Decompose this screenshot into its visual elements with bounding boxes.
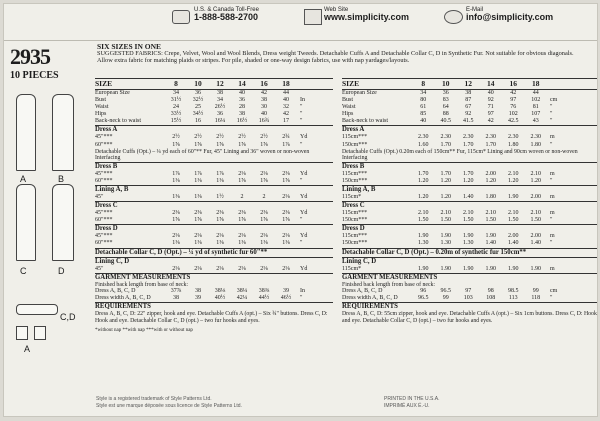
phone-region: U.S. & Canada Toll-Free: [194, 7, 259, 13]
table-row: 45" 2⅛ 2⅛ 2⅛ 2⅛ 2⅛ 2⅛ Yd: [95, 265, 308, 272]
email-label: E-Mail: [466, 7, 484, 13]
table-row: Bust 31½ 32½ 34 36 38 40 In: [95, 97, 305, 104]
section-title: Dress C: [342, 202, 365, 210]
phone-block: [194, 7, 259, 21]
section-title: Lining A, B: [342, 186, 376, 194]
dress-c-drawing: [16, 184, 36, 261]
table-row: 115cm*** 2.10 2.10 2.10 2.10 2.10 2.10 m: [342, 210, 555, 217]
table-row: 115cm*** 1.70 1.70 1.70 2.00 2.10 2.10 m: [342, 170, 555, 177]
garment-note: Finished back length from base of neck:: [95, 281, 189, 288]
web-label: Web Site: [324, 7, 349, 13]
trademark-en: Style is a registered trademark of Style Patterns Ltd.: [96, 396, 212, 402]
table-row: 60"*** 1⅜ 1⅜ 1⅜ 1⅜ 1⅜ 1⅜ ": [95, 240, 303, 247]
figure-label-b: B: [58, 174, 65, 184]
table-row: Bust 80 83 87 92 97 102 cm: [342, 97, 558, 104]
table-row: 150cm*** 1.20 1.20 1.20 1.20 1.20 1.20 ": [342, 177, 553, 184]
section-title: Lining C, D: [95, 257, 130, 265]
size-header-row: SIZE 8 10 12 14 16 18: [342, 79, 540, 88]
table-row: European Size 34 36 38 40 42 44: [95, 90, 289, 96]
printed-fr: IMPRIMÉ AUX É.-U.: [384, 403, 430, 409]
table-row: Dress A, B, C, D 37⅞ 38 38⅛ 38¼ 38⅜ 39 In: [95, 288, 305, 295]
section-title: Dress B: [95, 162, 118, 170]
figure-label-a: A: [20, 174, 27, 184]
requirements-text: Dress A, B, C, D: 22" zipper, hook and eye. Detachable Cuffs A (opt.) – Six ¾" buttons. Dress C, D: Hook and eye. Detachable Collar C, D (opt.) – two fur hooks and eyes.: [95, 311, 328, 324]
table-row: Hips 85 88 92 97 102 107 ": [342, 111, 553, 118]
table-row: 115cm* 1.90 1.90 1.90 1.90 1.90 1.90 m: [342, 265, 555, 272]
garment-measurements-title: GARMENT MEASUREMENTS: [342, 273, 438, 281]
metric-chart: [342, 78, 597, 325]
table-row: Dress A, B, C, D 96 96.5 97 98 98.5 99 cm: [342, 288, 558, 295]
fur-cuff-right-drawing: [34, 326, 46, 340]
section-title: Dress D: [342, 225, 365, 233]
dress-d-drawing: [52, 184, 74, 261]
suggested-fabrics: SUGGESTED FABRICS: Crepe, Velvet, Wool and Wool Blends, Dress weight Tweeds. Detachable Cuffs A and Detachable Collar C, D in Synthetic Fur. Not suitable for obvious diagonals. Allow extra fabric for matching plaids or stripes. For pile, shaded or one-way design fabrics, use with nap yardages/layouts.: [97, 50, 574, 65]
table-row: 60"*** 1⅝ 1⅝ 1⅝ 1⅝ 1⅝ 1⅞ ": [95, 141, 303, 148]
table-row: European Size 34 36 38 40 42 44: [342, 90, 539, 96]
cuffs-note: Detachable Cuffs (Opt.) – ¼ yd each of 60"** Fur, 45" Lining and 36" woven or non-woven Interfacing: [95, 148, 310, 162]
figure-label-d: D: [58, 266, 65, 276]
fur-collar-drawing: [16, 304, 58, 315]
table-row: Hips 33½ 34½ 36 38 40 42 ": [95, 111, 303, 118]
contact-bar: [4, 4, 597, 41]
table-row: Back-neck to waist 15½ 16 16¼ 16½ 16¾ 17 ": [95, 118, 303, 125]
web-address[interactable]: www.simplicity.com: [324, 12, 410, 22]
table-row: 150cm*** 1.50 1.50 1.50 1.50 1.50 1.50 ": [342, 217, 553, 224]
requirements-title: REQUIREMENTS: [342, 303, 398, 311]
cuffs-note: Detachable Cuffs (Opt.) 0.20m each of 150cm** Fur, 115cm* Lining and 90cm woven or non-woven Interfacing: [342, 148, 578, 162]
table-row: 60"*** 1⅜ 1⅜ 1⅜ 1⅝ 1⅝ 1⅝ ": [95, 177, 303, 184]
table-row: 115cm* 1.20 1.20 1.40 1.80 1.90 2.00 m: [342, 194, 555, 201]
section-title: Lining A, B: [95, 186, 129, 194]
email-address[interactable]: info@simplicity.com: [466, 12, 554, 22]
phone-number: 1-888-588-2700: [194, 12, 259, 22]
table-row: Waist 61 64 67 71 76 81 ": [342, 104, 553, 111]
figure-label-cuffs: A: [24, 344, 31, 354]
section-title: Dress A: [342, 126, 365, 134]
table-row: 45"*** 2⅜ 2⅜ 2⅜ 2⅜ 2⅜ 2⅜ Yd: [95, 210, 308, 217]
size-header-row: SIZE 8 10 12 14 16 18: [95, 79, 290, 88]
requirements-text: Dress A, B, C, D: 55cm zipper, hook and eye. Detachable Cuffs A (opt.) – Six 1cm buttons. Dress C, D: Hook and eye. Detachable Collar C, D (opt.) – two fur hooks and eyes.: [342, 311, 597, 324]
computer-icon: [304, 9, 322, 25]
dress-a-drawing: [16, 94, 36, 171]
collar-note: Detachable Collar C, D (Opt.) – 0.20m of synthetic fur 150cm**: [342, 248, 527, 256]
figure-label-cd: C,D: [60, 312, 76, 322]
table-row: Waist 24 25 26½ 28 30 32 ": [95, 104, 303, 111]
table-row: 45" 1⅜ 1⅜ 1½ 2 2 2⅛ Yd: [95, 194, 308, 201]
sizes-title: SIX SIZES IN ONE: [97, 42, 161, 51]
table-row: 115cm*** 1.90 1.90 1.90 1.90 2.00 2.00 m: [342, 233, 555, 240]
garment-note: Finished back length from base of neck:: [342, 281, 436, 288]
section-title: Lining C, D: [342, 257, 377, 265]
nap-footnote: *without nap **with nap ***with or without nap: [95, 327, 193, 333]
table-row: Dress width A, B, C, D 38 39 40½ 42¼ 44½ 46½ ": [95, 295, 303, 302]
email-block: [466, 7, 553, 21]
pattern-pieces: 10 PIECES: [10, 70, 59, 81]
table-row: 45"*** 2⅛ 2⅛ 2⅛ 2⅛ 2⅛ 2⅛ Yd: [95, 233, 308, 240]
web-block: [324, 7, 409, 21]
table-row: Back-neck to waist 40 40.5 41.5 42 42.5 43 ": [342, 118, 553, 125]
table-row: 45"*** 1⅞ 1⅞ 1⅞ 2⅛ 2⅛ 2⅜ Yd: [95, 170, 308, 177]
table-row: 115cm*** 2.30 2.30 2.30 2.30 2.30 2.30 m: [342, 134, 555, 141]
section-title: Dress B: [342, 162, 365, 170]
collar-note: Detachable Collar C, D (Opt.) – ¼ yd of synthetic fur 60"**: [95, 248, 268, 256]
table-row: 60"*** 1⅝ 1⅝ 1⅝ 1⅝ 1⅝ 1⅝ ": [95, 217, 303, 224]
section-title: Dress C: [95, 202, 118, 210]
requirements-title: REQUIREMENTS: [95, 303, 151, 311]
garment-measurements-title: GARMENT MEASUREMENTS: [95, 273, 191, 281]
printed-en: PRINTED IN THE U.S.A.: [384, 396, 440, 402]
section-title: Dress A: [95, 126, 118, 134]
imperial-chart: [95, 78, 333, 334]
table-row: 150cm*** 1.30 1.30 1.30 1.40 1.40 1.40 ": [342, 240, 553, 247]
table-row: Dress width A, B, C, D 96.5 99 103 108 113 118 ": [342, 295, 553, 302]
pattern-envelope-back: [3, 3, 598, 417]
figure-label-c: C: [20, 266, 27, 276]
section-title: Dress D: [95, 225, 118, 233]
dress-b-drawing: [52, 94, 74, 171]
email-icon: [444, 10, 463, 24]
pattern-number: 2935: [10, 44, 50, 69]
phone-icon: [172, 10, 190, 24]
table-row: 45"*** 2½ 2½ 2½ 2½ 2½ 2¾ Yd: [95, 134, 308, 141]
fur-cuff-left-drawing: [16, 326, 28, 340]
table-row: 150cm*** 1.60 1.70 1.70 1.70 1.80 1.80 ": [342, 141, 553, 148]
trademark-fr: Style est une marque déposée sous licence de Style Patterns Ltd.: [96, 403, 242, 409]
